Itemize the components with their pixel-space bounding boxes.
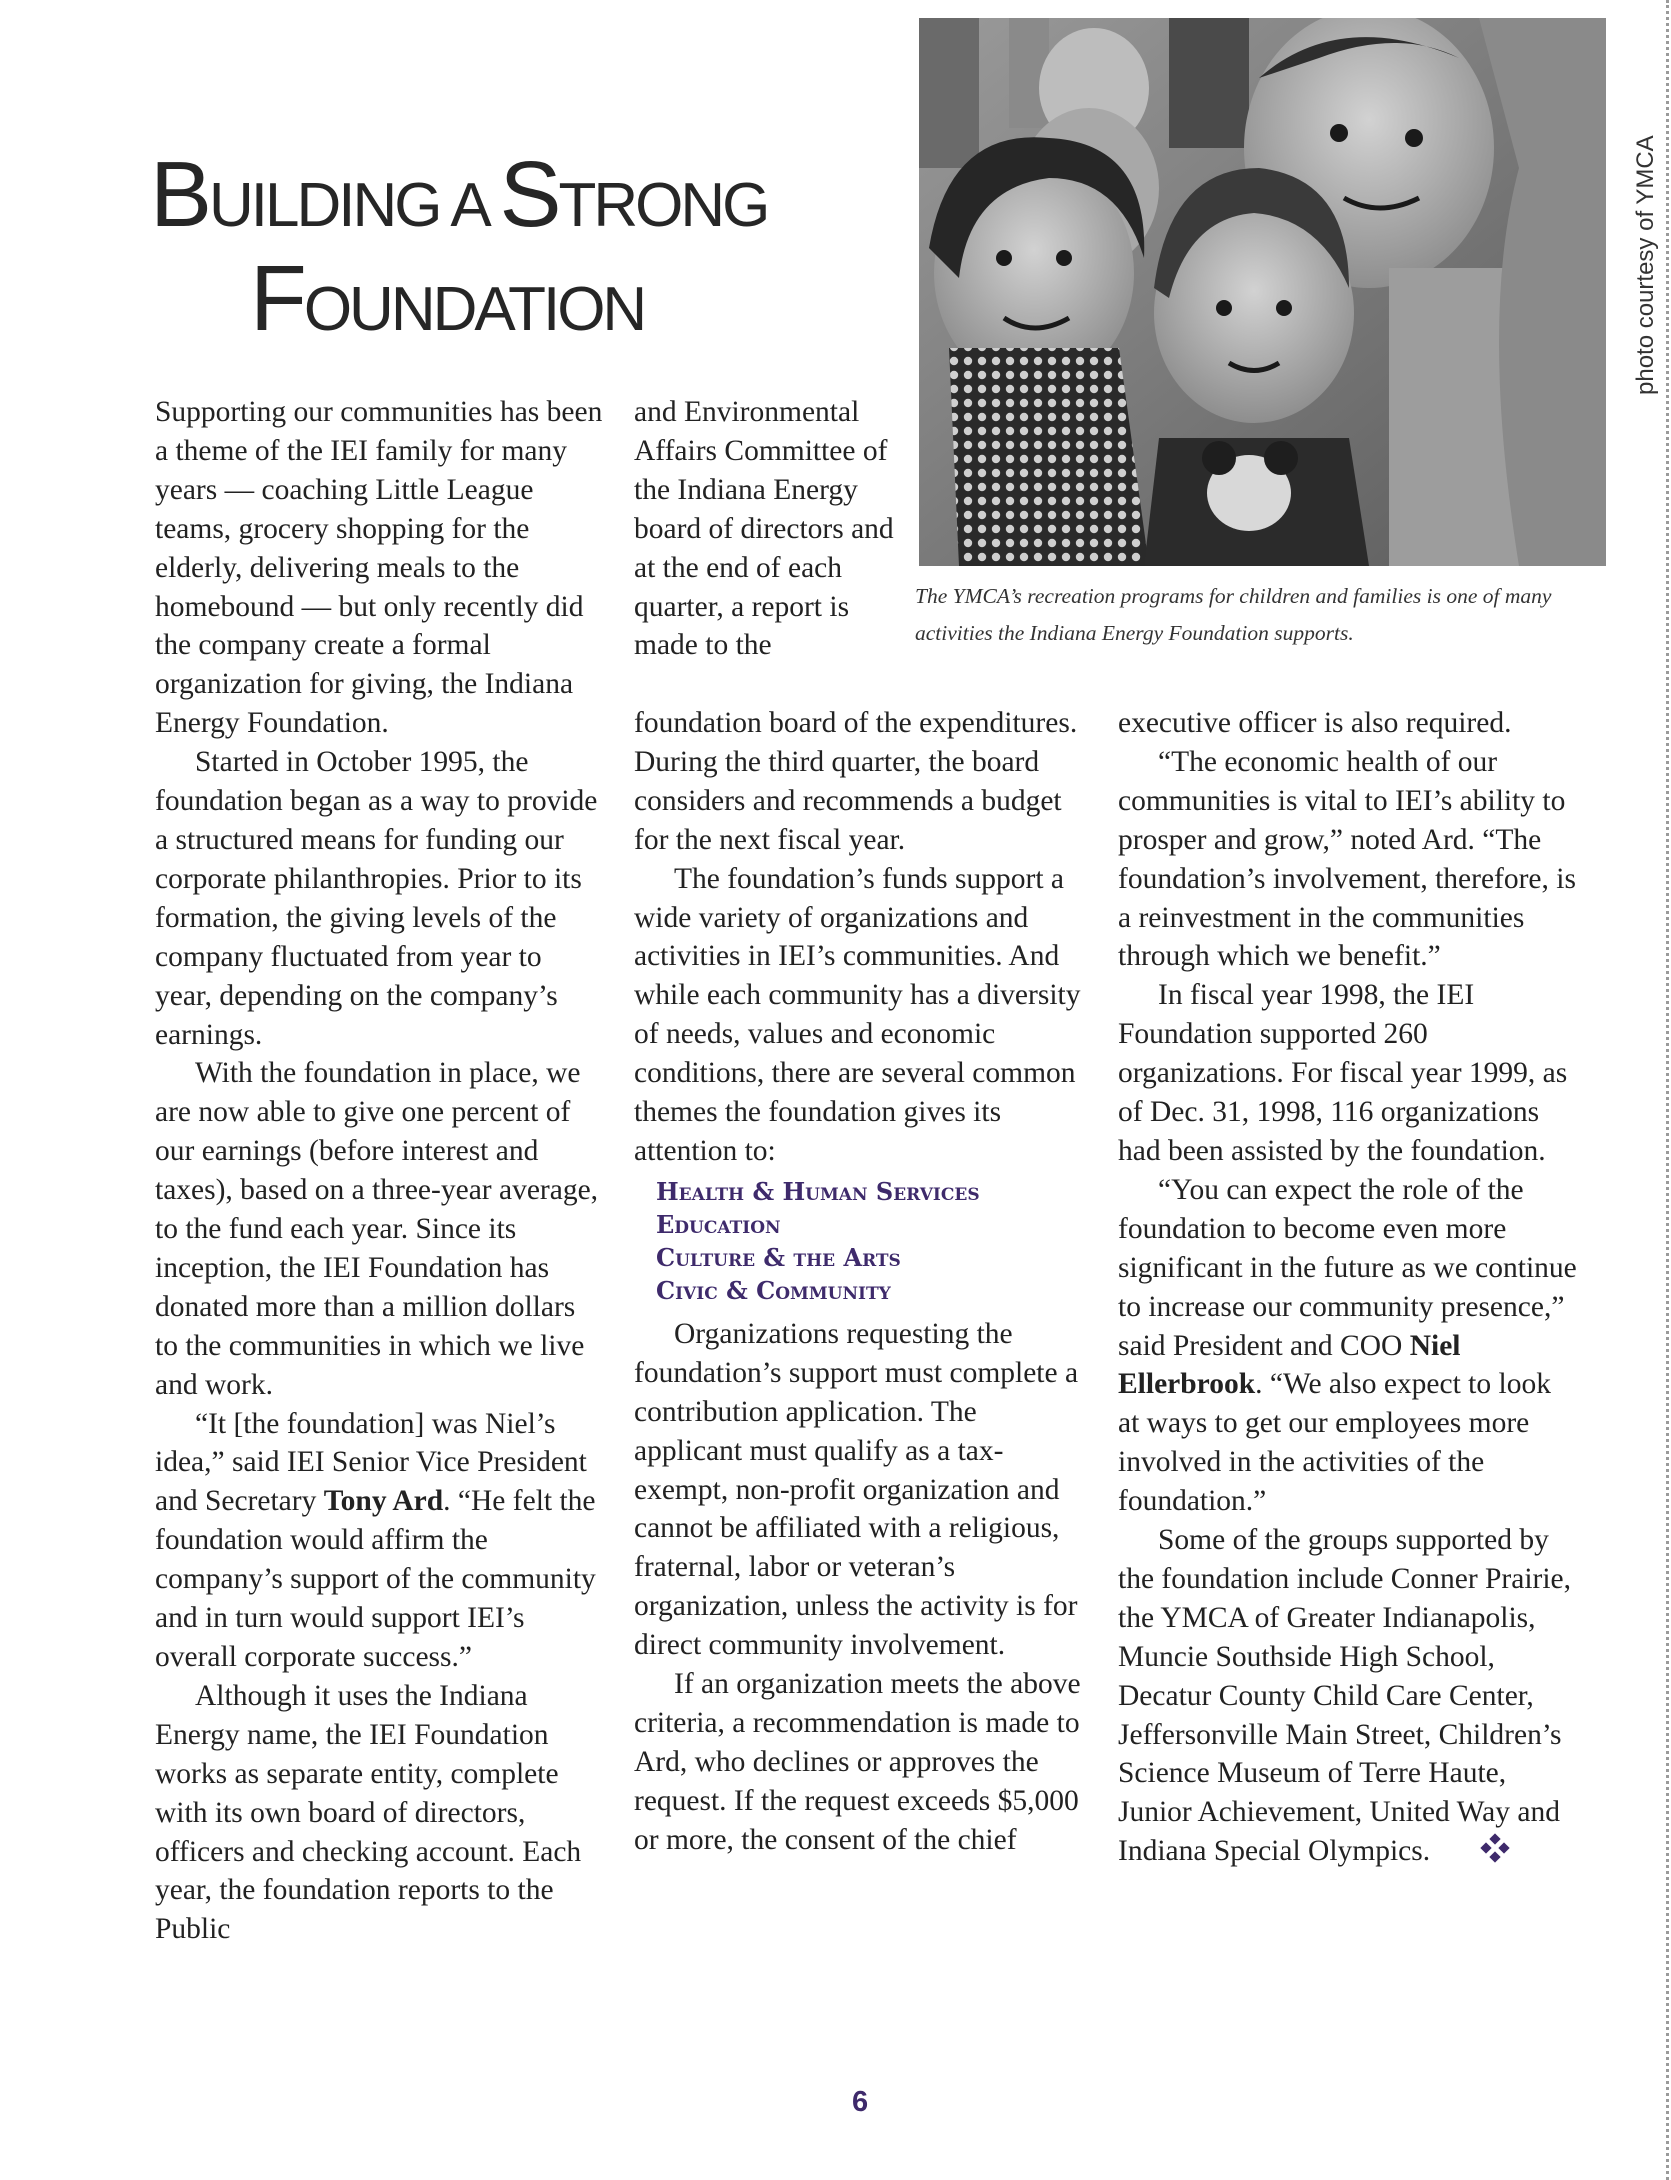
end-of-article-diamond-icon: [1440, 1833, 1510, 1874]
quote-text: . “He felt the foundation would affirm the company’s support of the community and in turn would support IEI’s overall corporate success.”: [155, 1485, 596, 1673]
themes-list: [656, 1175, 1089, 1307]
photo-caption: The YMCA’s recreation programs for children and families is one of many activities the Indiana Energy Foundation supports.: [915, 584, 1552, 645]
article-column-3: [1118, 704, 1578, 1874]
article-column-1: [155, 393, 603, 1949]
paragraph: The foundation’s funds support a wide variety of organizations and activities in IEI’s communities. And while each community has a diversity of needs, values and economic conditions, there are several common themes the foundation gives its attention to:: [634, 862, 1081, 1167]
article-column-2: [634, 704, 1089, 1860]
paragraph-final: [1118, 1521, 1578, 1874]
paragraph: Organizations requesting the foundation’s support must complete a contribution application. The applicant must qualify as a tax-exempt, non-profit organization and cannot be affiliated with a religious, fraternal, labor or veteran’s organization, unless the activity is for direct community involvement.: [634, 1317, 1079, 1662]
page-number: 6: [852, 2086, 869, 2118]
article-column-2-top: [634, 393, 904, 665]
paragraph: With the foundation in place, we are now able to give one percent of our earnings (before interest and taxes), based on a three-year average, to the fund each year. Since its inception, the IEI Foundation has donated more than a million dollars to the communities in which we live and work.: [155, 1057, 599, 1401]
paragraph: Although it uses the Indiana Energy name, the IEI Foundation works as separate entity, complete with its own board of directors, officers and checking account. Each year, the foundation reports to the Public: [155, 1679, 582, 1946]
paragraph-quote-ellerbrook: [1118, 1171, 1578, 1521]
article-title-line-2: FOUNDATION: [250, 246, 645, 350]
paragraph-quote-ard: [155, 1405, 603, 1677]
paragraph: executive officer is also required.: [1118, 707, 1512, 739]
quote-text: “You can expect the role of the foundation to become even more significant in the future as we continue to increase our community presence,” said President and COO: [1118, 1173, 1577, 1362]
person-name-bold: Tony Ard: [323, 1485, 444, 1518]
paragraph: “The economic health of our communities is vital to IEI’s ability to prosper and grow,” noted Ard. “The foundation’s involvement, therefore, is a reinvestment in the communities through which we benefit.”: [1118, 745, 1576, 973]
theme-item: Education: [656, 1209, 781, 1239]
paragraph: Started in October 1995, the foundation began as a way to provide a structured means for funding our corporate philanthropies. Prior to its formation, the giving levels of the company fluctuated from year to year, depending on the company’s earnings.: [155, 746, 598, 1051]
paragraph: and Environmental Affairs Committee of the Indiana Energy board of directors and at the end of each quarter, a report is made to the: [634, 396, 894, 662]
page-perforation-edge: [1666, 0, 1669, 2180]
paragraph: Supporting our communities has been a theme of the IEI family for many years — coaching Little League teams, grocery shopping for the elderly, delivering meals to the homebound — but only recently did the company create a formal organization for giving, the Indiana Energy Foundation.: [155, 396, 603, 740]
quote-text: “It [the foundation] was Niel’s idea,” said IEI Senior Vice President and Secretary: [155, 1407, 587, 1518]
paragraph: If an organization meets the above criteria, a recommendation is made to Ard, who declines or approves the request. If the request exceeds $5,000 or more, the consent of the chief: [634, 1668, 1081, 1856]
theme-item: Health & Human Services: [656, 1176, 980, 1206]
quote-text: . “We also expect to look at ways to get our employees more involved in the activities of the foundation.”: [1118, 1368, 1551, 1518]
person-name-bold: Niel Ellerbrook: [1118, 1329, 1461, 1401]
theme-item: Culture & the Arts: [656, 1242, 901, 1272]
photo-credit: photo courtesy of YMCA: [1632, 135, 1659, 395]
paragraph: foundation board of the expenditures. During the third quarter, the board considers and recommends a budget for the next fiscal year.: [634, 707, 1078, 856]
theme-item: Civic & Community: [656, 1275, 891, 1305]
paragraph: In fiscal year 1998, the IEI Foundation supported 260 organizations. For fiscal year 1999, as of Dec. 31, 1998, 116 organizations had been assisted by the foundation.: [1118, 979, 1568, 1167]
article-title-line-1: BUILDING A STRONG: [150, 142, 768, 246]
photo-illustration: [919, 18, 1606, 566]
paragraph-text: Some of the groups supported by the foundation include Conner Prairie, the YMCA of Greater Indianapolis, Muncie Southside High School, Decatur County Child Care Center, Jeffersonville Main Street, Children’s Science Museum of Terre Haute, Junior Achievement, United Way and Indiana Special Olympics.: [1118, 1524, 1572, 1868]
ymca-children-photo: [919, 18, 1606, 566]
